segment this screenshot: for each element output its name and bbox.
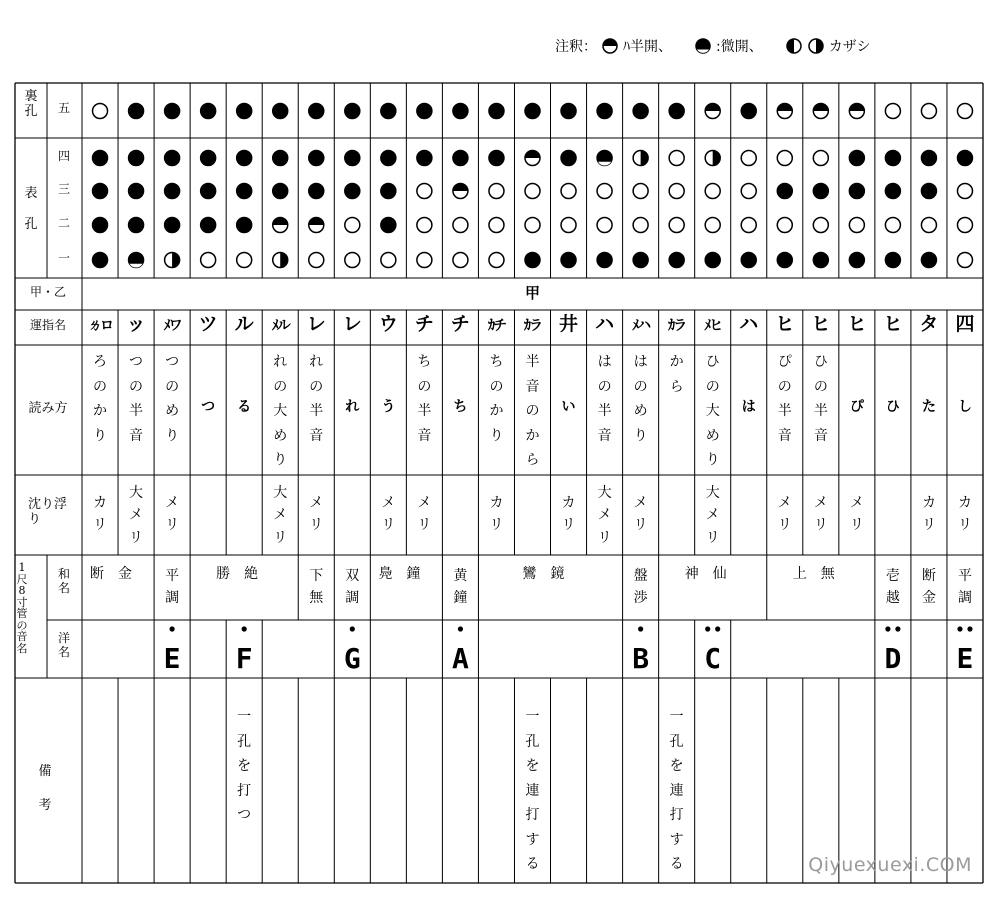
hole-2-col-25 — [957, 218, 972, 233]
japanese-note-name: 平 調 — [957, 568, 972, 607]
hole-3-col-25 — [957, 184, 972, 199]
hole-4-col-6 — [273, 151, 288, 166]
row-label-hole-five: 五 — [57, 101, 70, 115]
japanese-note-name: 双 調 — [345, 568, 360, 607]
hole-3-col-3 — [165, 184, 180, 199]
western-note-name: E — [956, 642, 974, 675]
fingering-glyph: チ — [414, 313, 434, 335]
fingering-glyph: ｶラ — [668, 318, 686, 334]
octave-dot — [705, 626, 710, 631]
hole-2-col-6 — [273, 218, 288, 233]
hole-3-col-10 — [417, 184, 432, 199]
meri-kari-text: 大 メ リ — [705, 485, 720, 546]
octave-dot — [242, 626, 247, 631]
hole-5-col-6 — [273, 104, 288, 119]
hole-5-col-1 — [93, 104, 108, 119]
hole-2-col-9 — [381, 218, 396, 233]
hole-2-col-20 — [777, 218, 792, 233]
hole-3-col-24 — [921, 184, 936, 199]
japanese-note-name: 盤 渉 — [633, 568, 648, 607]
reading-text: う — [381, 399, 396, 415]
hole-3-col-7 — [309, 184, 324, 199]
hole-5-col-11 — [453, 104, 468, 119]
hole-3-col-18 — [705, 184, 720, 199]
hole-3-col-5 — [237, 184, 252, 199]
hole-3-col-13 — [525, 184, 540, 199]
legend-kazashi-text: カザシ — [828, 39, 871, 55]
hole-2-col-16 — [633, 218, 648, 233]
hole-1-col-15 — [597, 253, 612, 268]
japanese-note-name: 下 無 — [309, 568, 324, 607]
hole-4-col-23 — [885, 151, 900, 166]
hole-5-col-4 — [201, 104, 216, 119]
hole-2-col-8 — [345, 218, 360, 233]
hole-5-col-3 — [165, 104, 180, 119]
western-note-name: A — [451, 642, 469, 675]
hole-5-col-14 — [561, 104, 576, 119]
japanese-note-name: 鸞鏡 — [522, 566, 579, 582]
western-note-name: C — [704, 642, 722, 675]
hole-4-col-2 — [129, 151, 144, 166]
hole-5-col-5 — [237, 104, 252, 119]
reading-text: れ の 大 め り — [273, 354, 288, 468]
hole-4-col-25 — [957, 151, 972, 166]
hole-5-col-24 — [921, 104, 936, 119]
hole-3-col-17 — [669, 184, 684, 199]
hole-4-col-24 — [921, 151, 936, 166]
hole-5-col-10 — [417, 104, 432, 119]
hole-3-col-15 — [597, 184, 612, 199]
japanese-note-name: 断金 — [90, 566, 147, 582]
hole-2-col-13 — [525, 218, 540, 233]
hole-5-col-18 — [705, 104, 720, 119]
hole-1-col-18 — [705, 253, 720, 268]
hole-1-col-24 — [921, 253, 936, 268]
hole-4-col-14 — [561, 151, 576, 166]
hole-2-col-18 — [705, 218, 720, 233]
hole-4-col-18 — [705, 151, 720, 166]
hole-1-col-9 — [381, 253, 396, 268]
fingering-glyph: ｶラ — [524, 318, 541, 334]
hole-5-col-21 — [813, 104, 828, 119]
reading-text: ぴ — [849, 399, 864, 415]
hole-1-col-17 — [669, 253, 684, 268]
reading-text: つ の 半 音 — [129, 354, 144, 444]
fingering-glyph: ヒ — [847, 313, 867, 335]
reading-text: ひ の 大 め り — [705, 354, 720, 468]
hole-1-col-10 — [417, 253, 432, 268]
fingering-glyph: ヒ — [883, 313, 903, 335]
hole-4-col-13 — [525, 151, 540, 166]
fingering-glyph: レ — [342, 313, 362, 335]
hole-4-col-5 — [237, 151, 252, 166]
hole-2-col-7 — [309, 218, 324, 233]
hole-5-col-20 — [777, 104, 792, 119]
hole-1-col-25 — [957, 253, 972, 268]
hole-3-col-11 — [453, 184, 468, 199]
hole-4-col-22 — [849, 151, 864, 166]
octave-dot — [957, 626, 962, 631]
reading-text: れ の 半 音 — [309, 354, 324, 444]
fingering-glyph: タ — [919, 313, 939, 335]
hole-5-col-9 — [381, 104, 396, 119]
fingering-glyph: レ — [306, 313, 326, 335]
japanese-note-name: 平 調 — [165, 568, 180, 607]
hole-5-col-16 — [633, 104, 648, 119]
legend-title: 注釈： — [555, 39, 597, 55]
hole-1-col-2 — [129, 253, 144, 268]
hole-5-col-19 — [741, 104, 756, 119]
remark-text: 一 孔 を 連 打 す る — [669, 709, 684, 872]
hole-1-col-7 — [309, 253, 324, 268]
hole-1-col-20 — [777, 253, 792, 268]
reading-text: か ら — [669, 354, 684, 395]
octave-dot — [895, 626, 900, 631]
row-label-japanese-name: 和 名 — [57, 567, 70, 595]
fingering-glyph: ハ — [595, 313, 615, 335]
meri-kari-text: カ リ — [921, 495, 936, 534]
hole-4-col-1 — [93, 151, 108, 166]
hole-2-col-11 — [453, 218, 468, 233]
hole-3-col-22 — [849, 184, 864, 199]
legend-micro-open-text: :微開、 — [716, 39, 763, 55]
western-note-name: E — [163, 642, 181, 675]
hole-1-col-6 — [273, 253, 288, 268]
register-value: 甲 — [524, 284, 540, 302]
row-label-hole-three: 三 — [57, 182, 70, 196]
row-label-fingering-name: 運指名 — [29, 318, 66, 332]
hole-5-col-17 — [669, 104, 684, 119]
hole-3-col-14 — [561, 184, 576, 199]
row-label-hole-four: 四 — [57, 149, 70, 163]
row-label-western-name: 洋 名 — [57, 631, 70, 659]
hole-1-col-21 — [813, 253, 828, 268]
octave-dot — [458, 626, 463, 631]
hole-2-col-14 — [561, 218, 576, 233]
meri-kari-text: メ リ — [849, 495, 864, 534]
hole-1-col-8 — [345, 253, 360, 268]
fingering-glyph: ツ — [198, 313, 218, 335]
fingering-glyph: ル — [234, 313, 254, 335]
reading-text: は の め り — [633, 354, 648, 444]
reading-text: は の 半 音 — [597, 354, 612, 444]
fingering-glyph: ヒ — [811, 313, 831, 335]
row-label-front-hole: 表 孔 — [24, 186, 38, 233]
hole-4-col-3 — [165, 151, 180, 166]
western-note-name: B — [632, 642, 650, 675]
hole-2-col-23 — [885, 218, 900, 233]
fingering-glyph: 井 — [559, 313, 579, 335]
row-label-register: 甲・乙 — [29, 285, 66, 299]
row-label-hole-two: 二 — [57, 216, 70, 230]
hole-2-col-2 — [129, 218, 144, 233]
reading-text: れ — [345, 399, 360, 415]
fingering-glyph: ハ — [739, 313, 759, 335]
meri-kari-text: 大 メ リ — [597, 485, 612, 546]
fingering-glyph: ﾒル — [271, 318, 289, 334]
row-label-remarks: 備 考 — [38, 764, 52, 813]
reading-text: る — [237, 399, 252, 415]
hole-3-col-12 — [489, 184, 504, 199]
fingering-glyph: ｶチ — [487, 318, 505, 334]
row-label-meri-kari: 沈り浮り — [28, 497, 68, 527]
meri-kari-text: メ リ — [813, 495, 828, 534]
hole-3-col-20 — [777, 184, 792, 199]
hole-5-col-15 — [597, 104, 612, 119]
western-note-name: D — [884, 642, 902, 675]
hole-4-col-9 — [381, 151, 396, 166]
remark-text: 一 孔 を 打 つ — [237, 709, 252, 823]
meri-kari-text: メ リ — [381, 495, 396, 534]
hole-4-col-11 — [453, 151, 468, 166]
hole-1-col-13 — [525, 253, 540, 268]
hole-2-col-24 — [921, 218, 936, 233]
fingering-glyph: ッ — [126, 313, 146, 335]
meri-kari-text: メ リ — [417, 495, 432, 534]
meri-kari-text: メ リ — [777, 495, 792, 534]
fingering-glyph: ㄌロ — [88, 318, 113, 334]
row-label-note-group: 1 尺 8 寸 管 の 音 名 — [16, 561, 28, 655]
hole-5-col-22 — [849, 104, 864, 119]
row-label-reading: 読み方 — [28, 401, 68, 416]
hole-3-col-23 — [885, 184, 900, 199]
hole-4-col-7 — [309, 151, 324, 166]
meri-kari-text: カ リ — [957, 495, 972, 534]
hole-1-col-1 — [93, 253, 108, 268]
hole-3-col-16 — [633, 184, 648, 199]
hole-2-col-3 — [165, 218, 180, 233]
hole-3-col-8 — [345, 184, 360, 199]
reading-text: 半 音 の か ら — [525, 354, 540, 468]
fingering-glyph: ﾒハ — [632, 318, 650, 334]
hole-2-col-19 — [741, 218, 756, 233]
remark-text: 一 孔 を 連 打 す る — [525, 709, 540, 872]
row-label-back-hole: 裏 孔 — [24, 89, 38, 119]
hole-5-col-12 — [489, 104, 504, 119]
meri-kari-text: カ リ — [93, 495, 108, 534]
hole-5-col-25 — [957, 104, 972, 119]
japanese-note-name: 壱 越 — [885, 568, 900, 607]
octave-dot — [170, 626, 175, 631]
hole-4-col-21 — [813, 151, 828, 166]
hole-5-col-8 — [345, 104, 360, 119]
hole-4-col-15 — [597, 151, 612, 166]
hole-2-col-5 — [237, 218, 252, 233]
hole-4-col-10 — [417, 151, 432, 166]
hole-1-col-23 — [885, 253, 900, 268]
hole-2-col-17 — [669, 218, 684, 233]
watermark: Qiyuexuexi.COM — [808, 854, 972, 876]
fingering-glyph: ヒ — [775, 313, 795, 335]
hole-3-col-9 — [381, 184, 396, 199]
hole-2-col-21 — [813, 218, 828, 233]
hole-3-col-21 — [813, 184, 828, 199]
reading-text: ろ の か り — [93, 354, 108, 444]
fingering-glyph: チ — [450, 313, 470, 335]
octave-dot — [967, 626, 972, 631]
reading-text: し — [957, 399, 972, 415]
hole-2-col-4 — [201, 218, 216, 233]
meri-kari-text: メ リ — [165, 495, 180, 534]
reading-text: ひ の 半 音 — [813, 354, 828, 444]
meri-kari-text: カ リ — [489, 495, 504, 534]
fingering-glyph: ウ — [378, 313, 398, 335]
hole-1-col-12 — [489, 253, 504, 268]
reading-text: ぴ の 半 音 — [777, 354, 792, 444]
reading-text: い — [561, 399, 576, 415]
meri-kari-text: 大 メ リ — [273, 485, 288, 546]
hole-4-col-20 — [777, 151, 792, 166]
hole-1-col-22 — [849, 253, 864, 268]
octave-dot — [715, 626, 720, 631]
western-note-name: F — [235, 642, 253, 675]
fingering-glyph: ﾒヒ — [704, 318, 722, 334]
row-label-hole-one: 一 — [57, 251, 70, 265]
reading-text: ち の か り — [489, 354, 504, 444]
hole-1-col-5 — [237, 253, 252, 268]
meri-kari-text: メ リ — [633, 495, 648, 534]
japanese-note-name: 神仙 — [684, 566, 741, 582]
japanese-note-name: 断 金 — [921, 568, 936, 607]
hole-3-col-4 — [201, 184, 216, 199]
hole-4-col-19 — [741, 151, 756, 166]
reading-text: つ — [201, 399, 216, 415]
hole-2-col-15 — [597, 218, 612, 233]
octave-dot — [638, 626, 643, 631]
fingering-glyph: ﾒワ — [163, 318, 181, 334]
japanese-note-name: 鳧鐘 — [378, 566, 435, 582]
meri-kari-text: 大 メ リ — [129, 485, 144, 546]
meri-kari-text: メ リ — [309, 495, 324, 534]
hole-3-col-2 — [129, 184, 144, 199]
hole-5-col-13 — [525, 104, 540, 119]
hole-2-col-12 — [489, 218, 504, 233]
hole-2-col-1 — [93, 218, 108, 233]
octave-dot — [350, 626, 355, 631]
hole-1-col-16 — [633, 253, 648, 268]
reading-text: ち の 半 音 — [417, 354, 432, 444]
hole-1-col-14 — [561, 253, 576, 268]
western-note-name: G — [343, 642, 361, 675]
octave-dot — [885, 626, 890, 631]
meri-kari-text: カ リ — [561, 495, 576, 534]
hole-3-col-1 — [93, 184, 108, 199]
fingering-glyph: 四 — [955, 313, 975, 335]
hole-4-col-4 — [201, 151, 216, 166]
reading-text: た — [921, 399, 936, 415]
hole-3-col-6 — [273, 184, 288, 199]
reading-text: ひ — [885, 399, 900, 415]
hole-4-col-16 — [633, 151, 648, 166]
reading-text: つ の め り — [165, 354, 180, 444]
japanese-note-name: 勝絶 — [216, 566, 273, 582]
hole-1-col-4 — [201, 253, 216, 268]
reading-text: ち — [453, 399, 468, 415]
hole-1-col-3 — [165, 253, 180, 268]
hole-3-col-19 — [741, 184, 756, 199]
hole-2-col-10 — [417, 218, 432, 233]
legend-half-open-text: ﾊ半開、 — [623, 39, 672, 55]
reading-text: は — [741, 399, 756, 415]
hole-4-col-8 — [345, 151, 360, 166]
hole-2-col-22 — [849, 218, 864, 233]
hole-1-col-11 — [453, 253, 468, 268]
hole-5-col-23 — [885, 104, 900, 119]
japanese-note-name: 上無 — [792, 566, 849, 582]
hole-4-col-12 — [489, 151, 504, 166]
hole-1-col-19 — [741, 253, 756, 268]
japanese-note-name: 黄 鐘 — [453, 568, 468, 607]
hole-5-col-7 — [309, 104, 324, 119]
hole-5-col-2 — [129, 104, 144, 119]
hole-4-col-17 — [669, 151, 684, 166]
